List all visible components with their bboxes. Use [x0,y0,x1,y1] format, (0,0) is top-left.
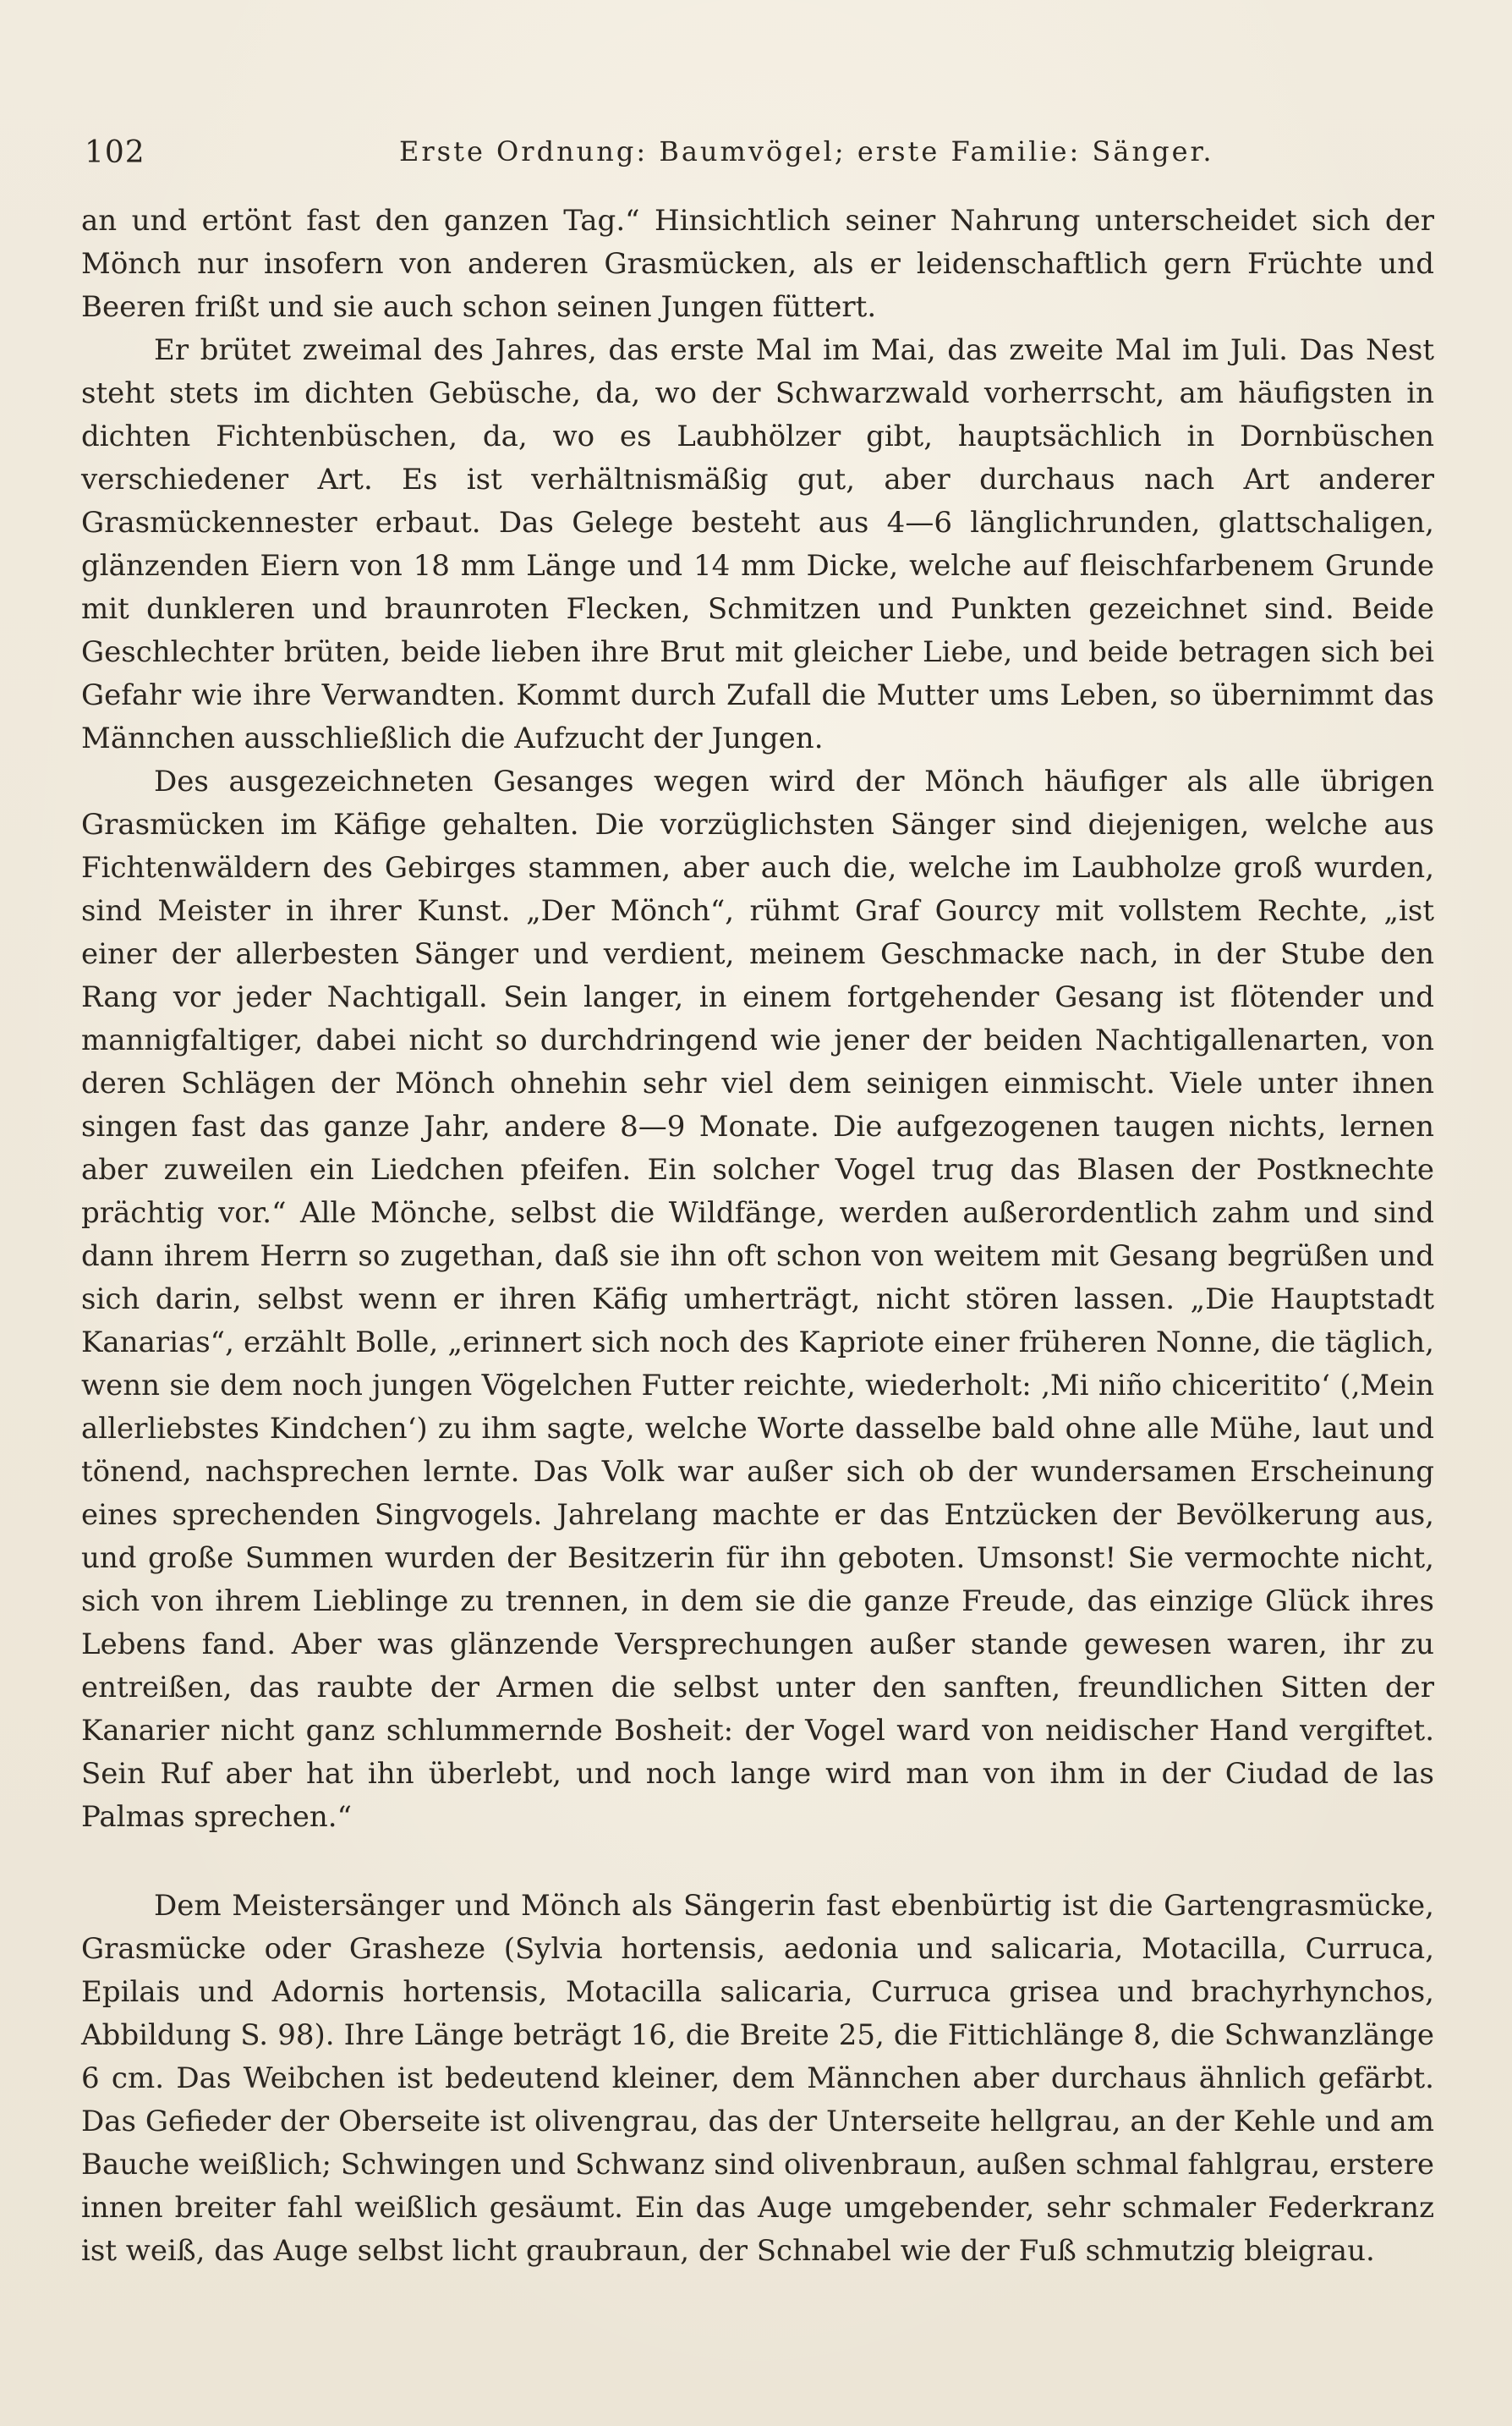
running-title: Erste Ordnung: Baumvögel; erste Familie: Sänger. [399,135,1214,167]
body-text [81,200,1434,2273]
paragraph-continuation: an und ertönt fast den ganzen Tag.“ Hinsichtlich seiner Nahrung unterscheidet sich der Mönch nur insofern von anderen Grasmücken, als er leidenschaftlich gern Früchte und Beeren frißt und sie auch schon seinen Jungen füttert. [81,204,1434,324]
paragraph-garden-warbler: Dem Meistersänger und Mönch als Sängerin fast ebenbürtig ist die Gartengrasmücke, Grasmücke oder Grasheze (Sylvia hortensis, aedonia und salicaria, Motacilla, Curruca, Epilais und Adornis hortensis, Motacilla salicaria, Curruca grisea und brachyrhynchos, Abbildung S. 98). Ihre Länge beträgt 16, die Breite 25, die Fittichlänge 8, die Schwanzlänge 6 cm. Das Weibchen ist bedeutend kleiner, dem Männchen aber durchaus ähnlich gefärbt. Das Gefieder der Oberseite ist olivengrau, das der Unterseite hellgrau, an der Kehle und am Bauche weißlich; Schwingen und Schwanz sind olivenbraun, außen schmal fahlgrau, erstere innen breiter fahl weißlich gesäumt. Ein das Auge umgebender, sehr schmaler Federkranz ist weiß, das Auge selbst licht graubraun, der Schnabel wie der Fuß schmutzig bleigrau. [81,1889,1434,2268]
running-head [85,135,1438,174]
page-number: 102 [85,135,145,170]
paragraph-song-captivity: Des ausgezeichneten Gesanges wegen wird der Mönch häufiger als alle übrigen Grasmücken im Käfige gehalten. Die vorzüglichsten Sänger sind diejenigen, welche aus Fichtenwäldern des Gebirges stammen, aber auch die, welche im Laubholze groß wurden, sind Meister in ihrer Kunst. „Der Mönch“, rühmt Graf Gourcy mit vollstem Rechte, „ist einer der allerbesten Sänger und verdient, meinem Geschmacke nach, in der Stube den Rang vor jeder Nachtigall. Sein langer, in einem fortgehender Gesang ist flötender und mannigfaltiger, dabei nicht so durchdringend wie jener der beiden Nachtigallenarten, von deren Schlägen der Mönch ohnehin sehr viel dem seinigen einmischt. Viele unter ihnen singen fast das ganze Jahr, andere 8—9 Monate. Die aufgezogenen taugen nichts, lernen aber zuweilen ein Liedchen pfeifen. Ein solcher Vogel trug das Blasen der Postknechte prächtig vor.“ Alle Mönche, selbst die Wildfänge, werden außerordentlich zahm und sind dann ihrem Herrn so zugethan, daß sie ihn oft schon von weitem mit Gesang begrüßen und sich darin, selbst wenn er ihren Käfig umherträgt, nicht stören lassen. „Die Hauptstadt Kanarias“, erzählt Bolle, „erinnert sich noch des Kapriote einer früheren Nonne, die täglich, wenn sie dem noch jungen Vögelchen Futter reichte, wiederholt: ‚Mi niño chiceritito‘ (‚Mein allerliebstes Kindchen‘) zu ihm sagte, welche Worte dasselbe bald ohne alle Mühe, laut und tönend, nachsprechen lernte. Das Volk war außer sich ob der wundersamen Erscheinung eines sprechenden Singvogels. Jahrelang machte er das Entzücken der Bevölkerung aus, und große Summen wurden der Besitzerin für ihn geboten. Umsonst! Sie vermochte nicht, sich von ihrem Lieblinge zu trennen, in dem sie die ganze Freude, das einzige Glück ihres Lebens fand. Aber was glänzende Versprechungen außer stande gewesen waren, ihr zu entreißen, das raubte der Armen die selbst unter den sanften, freundlichen Sitten der Kanarier nicht ganz schlummernde Bosheit: der Vogel ward von neidischer Hand vergiftet. Sein Ruf aber hat ihn überlebt, und noch lange wird man von ihm in der Ciudad de las Palmas sprechen.“ [81,765,1434,1834]
paragraph-breeding: Er brütet zweimal des Jahres, das erste Mal im Mai, das zweite Mal im Juli. Das Nest steht stets im dichten Gebüsche, da, wo der Schwarzwald vorherrscht, am häufigsten in dichten Fichtenbüschen, da, wo es Laubhölzer gibt, hauptsächlich in Dornbüschen verschiedener Art. Es ist verhältnismäßig gut, aber durchaus nach Art anderer Grasmückennester erbaut. Das Gelege besteht aus 4—6 länglichrunden, glattschaligen, glänzenden Eiern von 18 mm Länge und 14 mm Dicke, welche auf fleischfarbenem Grunde mit dunkleren und braunroten Flecken, Schmitzen und Punkten gezeichnet sind. Beide Geschlechter brüten, beide lieben ihre Brut mit gleicher Liebe, und beide betragen sich bei Gefahr wie ihre Verwandten. Kommt durch Zufall die Mutter ums Leben, so übernimmt das Männchen ausschließlich die Aufzucht der Jungen. [81,333,1434,755]
